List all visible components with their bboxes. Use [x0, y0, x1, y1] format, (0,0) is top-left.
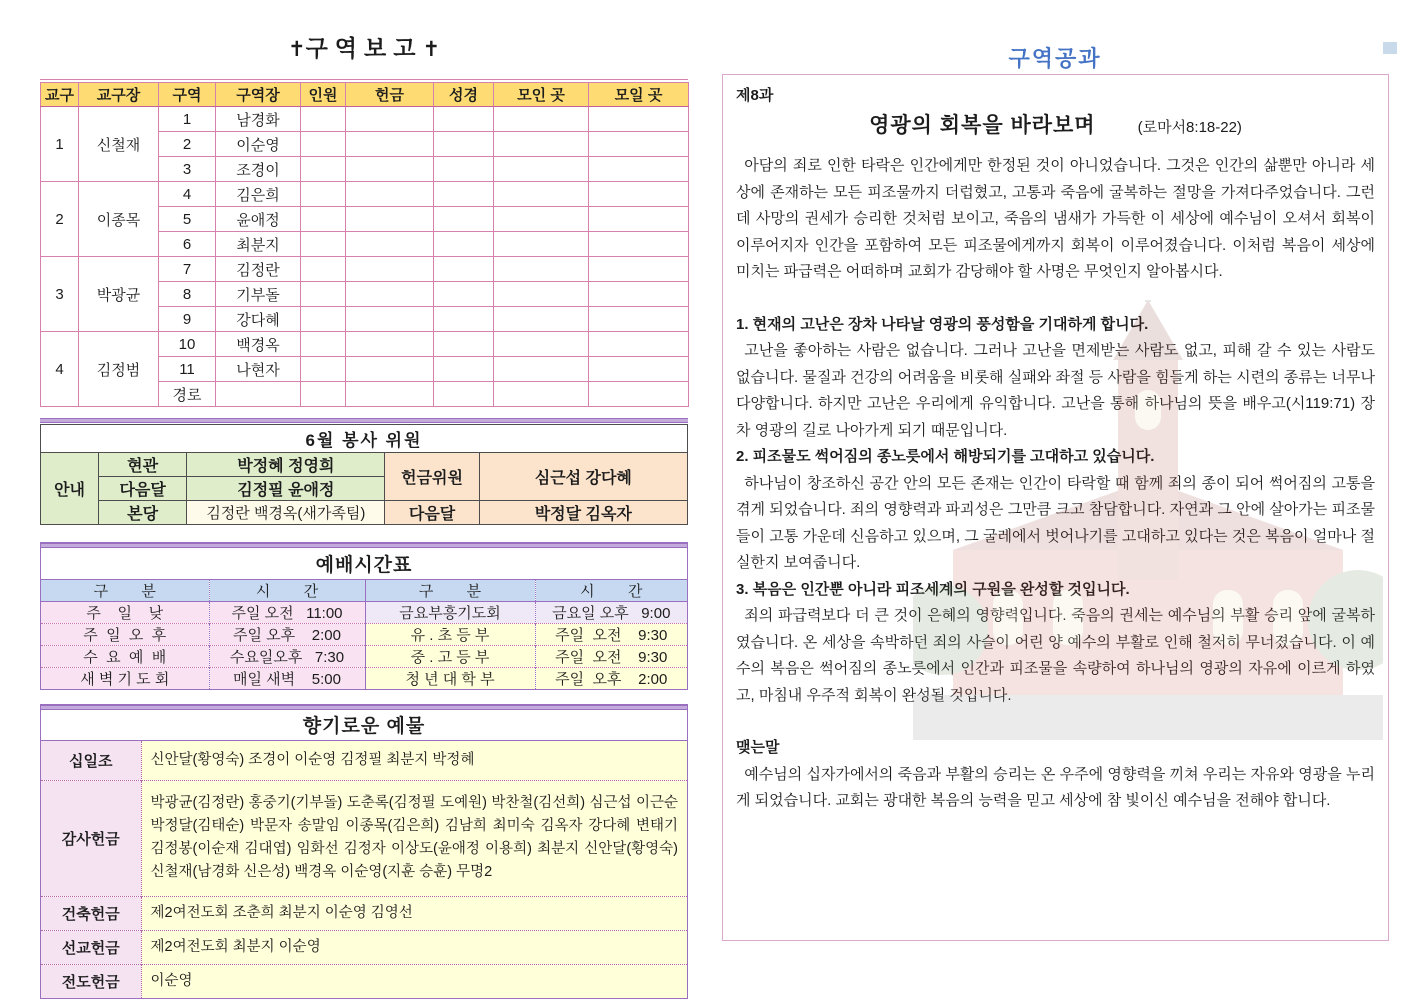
service-name: 수 요 예 배	[41, 645, 209, 667]
empty-cell	[301, 132, 346, 157]
empty-cell	[494, 257, 589, 282]
divider-bar	[40, 418, 688, 423]
decorative-square	[1383, 42, 1397, 54]
empty-cell	[301, 382, 346, 407]
district-leader: 김정범	[79, 332, 159, 407]
committee-slot: 다음달	[99, 477, 187, 501]
empty-cell	[494, 357, 589, 382]
lesson-box	[722, 74, 1389, 941]
service-name: 유 . 초 등 부	[365, 623, 535, 645]
service-time: 금요일 오후 9:00	[535, 601, 687, 623]
service-name: 주 일 낮	[41, 601, 209, 623]
col-header: 구 분	[365, 579, 535, 601]
empty-cell	[434, 332, 494, 357]
table-row	[41, 740, 687, 780]
offerings-section	[40, 704, 688, 999]
district-leader: 이종목	[79, 182, 159, 257]
committee-left-label: 안내	[41, 453, 99, 525]
district-leader: 박광균	[79, 257, 159, 332]
empty-cell	[346, 307, 434, 332]
offering-type: 십일조	[41, 740, 141, 780]
empty-cell	[589, 307, 689, 332]
zone-number: 11	[159, 357, 216, 382]
empty-cell	[494, 132, 589, 157]
zone-leader: 김정란	[216, 257, 301, 282]
offering-type: 전도헌금	[41, 964, 141, 998]
worship-schedule-table	[41, 548, 687, 689]
col-header: 시 간	[535, 579, 687, 601]
zone-number: 8	[159, 282, 216, 307]
empty-cell	[434, 257, 494, 282]
empty-cell	[494, 282, 589, 307]
table-row	[41, 501, 688, 525]
offering-type: 선교헌금	[41, 930, 141, 964]
empty-cell	[301, 357, 346, 382]
service-name: 청 년 대 학 부	[365, 667, 535, 689]
zone-number: 1	[159, 107, 216, 132]
zone-number: 10	[159, 332, 216, 357]
offering-names: 박광균(김정란) 홍중기(기부돌) 도춘록(김정필 도예원) 박찬철(김선희) 심근섭 이근순 박정달(김태순) 박문자 송말임 이종목(김은희) 김남희 최미숙 김옥자 강다혜 변태기 김정봉(이순재 김대엽) 임화선 김정자 이상도(윤애정 이용희) 최분지 신안달(황영숙) 신철재(남경화 신은성) 백경옥 이순영(지훈 승훈) 무명2	[141, 780, 687, 896]
district-report-page	[40, 30, 688, 999]
zone-leader: 강다혜	[216, 307, 301, 332]
zone-leader: 백경옥	[216, 332, 301, 357]
empty-cell	[589, 357, 689, 382]
service-name: 중 . 고 등 부	[365, 645, 535, 667]
cross-icon: ✝	[422, 38, 441, 61]
committee-title: 6월 봉사 위원	[41, 425, 688, 453]
zone-leader: 나현자	[216, 357, 301, 382]
lesson-page-title: 구역공과	[1008, 46, 1102, 71]
empty-cell	[494, 382, 589, 407]
district-report-table-wrap	[40, 79, 688, 407]
section-heading: 3. 복음은 인간뿐 아니라 피조세계의 구원을 완성할 것입니다.	[736, 580, 1130, 598]
committee-slot: 본당	[99, 501, 187, 525]
empty-cell	[494, 207, 589, 232]
empty-cell	[494, 232, 589, 257]
service-time: 주일 오전 9:30	[535, 623, 687, 645]
empty-cell	[434, 107, 494, 132]
col-header: 인원	[301, 83, 346, 107]
committee-section	[40, 418, 688, 525]
empty-cell	[346, 232, 434, 257]
empty-cell	[346, 132, 434, 157]
page-title-text: 구역보고	[305, 35, 423, 61]
empty-cell	[346, 182, 434, 207]
table-row	[41, 645, 687, 667]
committee-names: 박정혜 정영희	[187, 453, 385, 477]
table-row	[41, 964, 687, 998]
zone-leader: 이순영	[216, 132, 301, 157]
committee-right-label: 헌금위원	[385, 453, 479, 501]
page-title	[40, 30, 688, 63]
table-row	[41, 623, 687, 645]
intro-paragraph: 아담의 죄로 인한 타락은 인간에게만 한정된 것이 아니었습니다. 그것은 인간의 삶뿐만 아니라 세상에 존재하는 모든 피조물까지 더럽혔고, 고통과 죽음에 굴복하는 절망을 가져다주었습니다. 그런데 사망의 권세가 승리한 것처럼 보이고, 죽음의 냄새가 가득한 이 세상에 예수님이 오셔서 회복이 이루어지자 인간을 포함하여 모든 피조물에게까지 회복이 이루어졌습니다. 이처럼 복음이 세상에 미치는 파급력은 어떠하며 교회가 감당해야 할 사명은 무엇인지 알아봅시다.	[736, 157, 1375, 280]
zone-number: 7	[159, 257, 216, 282]
empty-cell	[346, 282, 434, 307]
committee-table	[40, 424, 688, 525]
zone-leader: 기부돌	[216, 282, 301, 307]
table-row	[41, 182, 689, 207]
col-header: 교구	[41, 83, 79, 107]
lesson-title: 영광의 회복을 바라보며	[869, 114, 1096, 137]
section-body: 죄의 파급력보다 더 큰 것이 은혜의 영향력입니다. 죽음의 권세는 예수님의 부활 승리 앞에 굴복하였습니다. 온 세상을 속박하던 죄의 사슬이 어린 양 예수의 부활로 인해 철저히 무너졌습니다. 이 예수의 복음은 썩어짐의 종노릇에서 인간과 피조물을 속량하여 하나님의 영광의 자유에 이르게 하였고, 마침내 우주적 회복이 완성될 것입니다.	[736, 607, 1375, 704]
empty-cell	[434, 232, 494, 257]
zone-number: 2	[159, 132, 216, 157]
report-header-row	[41, 83, 689, 107]
zone-number: 3	[159, 157, 216, 182]
closing-heading: 맺는말	[736, 739, 780, 756]
col-header: 구역장	[216, 83, 301, 107]
zone-number: 경로	[159, 382, 216, 407]
worship-schedule-section	[40, 542, 688, 690]
table-row	[41, 601, 687, 623]
empty-cell	[301, 307, 346, 332]
table-row	[41, 667, 687, 689]
empty-cell	[494, 157, 589, 182]
empty-cell	[589, 257, 689, 282]
empty-cell	[589, 232, 689, 257]
table-row	[41, 425, 688, 453]
district-number: 3	[41, 257, 79, 332]
zone-leader: 남경화	[216, 107, 301, 132]
district-number: 2	[41, 182, 79, 257]
section-body: 하나님이 창조하신 공간 안의 모든 존재는 인간이 타락할 때 함께 죄의 종이 되어 썩어짐의 고통을 겪게 되었습니다. 죄의 영향력과 파괴성은 그만큼 크고 참담합니다. 자연과 그 안에 살아가는 피조물들이 고통 가운데 신음하고 있으며, 그 굴레에서 벗어나기를 고대하고 있다는 것은 복음이 얼마나 절실한지 보여줍니다.	[736, 474, 1375, 571]
table-row	[41, 332, 689, 357]
empty-cell	[346, 382, 434, 407]
section-heading: 1. 현재의 고난은 장차 나타날 영광의 풍성함을 기대하게 합니다.	[736, 315, 1149, 333]
zone-leader: 윤애정	[216, 207, 301, 232]
offering-names: 제2여전도회 조춘희 최분지 이순영 김영선	[141, 896, 687, 930]
offering-names: 이순영	[141, 964, 687, 998]
empty-cell	[301, 232, 346, 257]
empty-cell	[589, 157, 689, 182]
empty-cell	[589, 207, 689, 232]
empty-cell	[434, 382, 494, 407]
empty-cell	[434, 207, 494, 232]
empty-cell	[589, 107, 689, 132]
district-number: 4	[41, 332, 79, 407]
col-header: 구역	[159, 83, 216, 107]
empty-cell	[301, 257, 346, 282]
zone-number: 4	[159, 182, 216, 207]
table-row	[41, 710, 687, 740]
col-header: 모일 곳	[589, 83, 689, 107]
zone-number: 6	[159, 232, 216, 257]
lesson-number: 제8과	[736, 87, 774, 104]
district-leader: 신철재	[79, 107, 159, 182]
zone-leader	[216, 382, 301, 407]
zone-leader: 최분지	[216, 232, 301, 257]
empty-cell	[301, 182, 346, 207]
empty-cell	[434, 282, 494, 307]
service-time: 매일 새벽 5:00	[209, 667, 365, 689]
empty-cell	[494, 332, 589, 357]
offering-names: 제2여전도회 최분지 이순영	[141, 930, 687, 964]
lesson-body	[736, 153, 1375, 815]
service-time: 주일 오전 11:00	[209, 601, 365, 623]
empty-cell	[301, 282, 346, 307]
cross-icon: ✝	[287, 38, 306, 61]
service-time: 주일 오전 9:30	[535, 645, 687, 667]
zone-number: 9	[159, 307, 216, 332]
empty-cell	[434, 307, 494, 332]
empty-cell	[434, 182, 494, 207]
col-header: 교구장	[79, 83, 159, 107]
empty-cell	[434, 132, 494, 157]
table-row	[41, 896, 687, 930]
col-header: 구 분	[41, 579, 209, 601]
empty-cell	[346, 357, 434, 382]
empty-cell	[589, 132, 689, 157]
committee-right-names: 심근섭 강다혜	[479, 453, 687, 501]
empty-cell	[301, 107, 346, 132]
service-time: 주일 오후 2:00	[535, 667, 687, 689]
committee-slot: 현관	[99, 453, 187, 477]
section-heading: 2. 피조물도 썩어짐의 종노릇에서 해방되기를 고대하고 있습니다.	[736, 448, 1155, 465]
empty-cell	[589, 282, 689, 307]
table-row	[41, 107, 689, 132]
col-header: 성경	[434, 83, 494, 107]
table-row	[41, 257, 689, 282]
lesson-heading	[736, 109, 1375, 139]
schedule-header-row	[41, 579, 687, 601]
empty-cell	[589, 382, 689, 407]
offerings-title: 향기로운 예물	[41, 710, 687, 740]
empty-cell	[346, 207, 434, 232]
table-row	[41, 453, 688, 477]
offering-type: 감사헌금	[41, 780, 141, 896]
empty-cell	[494, 107, 589, 132]
committee-right-label: 다음달	[385, 501, 479, 525]
paragraph-gap	[736, 709, 1375, 735]
empty-cell	[346, 107, 434, 132]
table-row	[41, 548, 687, 579]
empty-cell	[434, 357, 494, 382]
scripture-reference: (로마서8:18-22)	[1137, 119, 1242, 136]
committee-right-names: 박정달 김옥자	[479, 501, 687, 525]
col-header: 모인 곳	[494, 83, 589, 107]
empty-cell	[494, 182, 589, 207]
empty-cell	[589, 182, 689, 207]
empty-cell	[346, 257, 434, 282]
offering-names: 신안달(황영숙) 조경이 이순영 김정필 최분지 박정혜	[141, 740, 687, 780]
col-header: 헌금	[346, 83, 434, 107]
empty-cell	[434, 157, 494, 182]
district-report-table	[40, 82, 689, 407]
zone-leader: 조경이	[216, 157, 301, 182]
district-number: 1	[41, 107, 79, 182]
committee-names: 김정필 윤애정	[187, 477, 385, 501]
empty-cell	[589, 332, 689, 357]
paragraph-gap	[736, 286, 1375, 312]
empty-cell	[301, 157, 346, 182]
service-name: 주 일 오 후	[41, 623, 209, 645]
service-time: 수요일오후 7:30	[209, 645, 365, 667]
empty-cell	[346, 332, 434, 357]
closing-body: 예수님의 십자가에서의 죽음과 부활의 승리는 온 우주에 영향력을 끼쳐 우리는 자유와 영광을 누리게 되었습니다. 교회는 광대한 복음의 능력을 믿고 세상에 참 빛이신 예수님을 전해야 합니다.	[736, 765, 1375, 809]
empty-cell	[301, 207, 346, 232]
table-row	[41, 780, 687, 896]
service-name: 금요부흥기도회	[365, 601, 535, 623]
zone-leader: 김은희	[216, 182, 301, 207]
zone-number: 5	[159, 207, 216, 232]
offerings-table	[41, 710, 687, 998]
service-time: 주일 오후 2:00	[209, 623, 365, 645]
empty-cell	[301, 332, 346, 357]
service-name: 새 벽 기 도 회	[41, 667, 209, 689]
schedule-title: 예배시간표	[41, 548, 687, 579]
section-body: 고난을 좋아하는 사람은 없습니다. 그러나 고난을 면제받는 사람도 없고, 피해 갈 수 있는 사람도 없습니다. 물질과 건강의 어려움을 비롯해 실패와 좌절 등 사람을 힘들게 하는 시련의 종류는 너무나 다양합니다. 하지만 고난은 우리에게 유익합니다. 고난을 통해 하나님의 뜻을 배우고(시119:71) 장차 영광의 길로 나아가게 되기 때문입니다.	[736, 342, 1375, 439]
committee-names: 김정란 백경옥(새가족팀)	[187, 501, 385, 525]
empty-cell	[494, 307, 589, 332]
table-row	[41, 930, 687, 964]
empty-cell	[346, 157, 434, 182]
offering-type: 건축헌금	[41, 896, 141, 930]
col-header: 시 간	[209, 579, 365, 601]
